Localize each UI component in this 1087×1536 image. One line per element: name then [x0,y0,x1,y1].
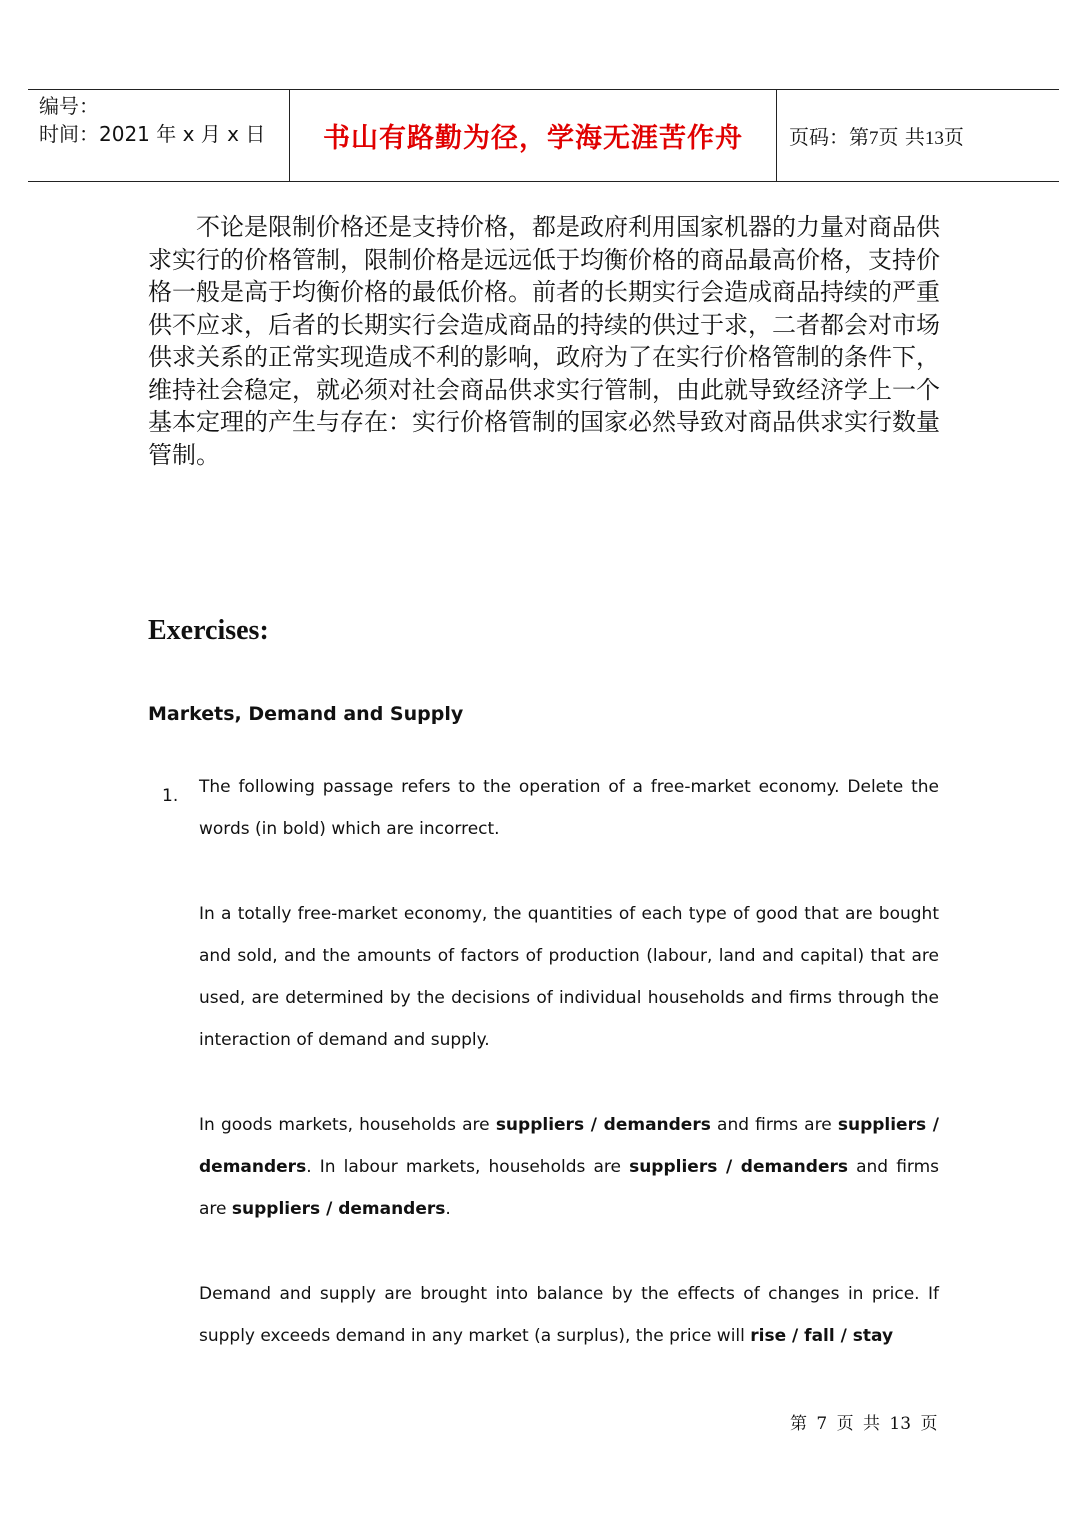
header-info-cell [28,90,290,181]
p2-option-1: suppliers / demanders [495,1115,711,1135]
question-number: 1. [162,786,179,806]
p3-option-1: rise / fall / stay [750,1326,894,1346]
chinese-paragraph: 不论是限制价格还是支持价格，都是政府利用国家机器的力量对商品供求实行的价格管制，限制价格是远远低于均衡价格的商品最高价格，支持价格一般是高于均衡价格的最低价格。前者的长期实行会造成商品持续的严重供不应求，后者的长期实行会造成商品的持续的供过于求，二者都会对市场供求关系的正常实现造成不利的影响，政府为了在实行价格管制的条件下，维持社会稳定，就必须对社会商品供求实行管制，由此就导致经济学上一个基本定理的产生与存在：实行价格管制的国家必然导致对商品供求实行数量管制。 [148,213,940,469]
passage-paragraph-2 [199,1104,939,1230]
exercises-heading: Exercises: [148,615,269,646]
passage-paragraph-3 [199,1273,939,1357]
p2-text-3: . In labour markets, households are [306,1157,630,1177]
passage-paragraph-1: In a totally free-market economy, the quantities of each type of good that are bought and sold, and the amounts of factors of production (labour, land and capital) that are used, are determined by the decisions of individual households and firms through the interaction of demand and supply. [199,904,939,1050]
page-footer: 第 7 页 共 13 页 [790,1414,938,1434]
time-label: 时间：2021 年 x 月 x 日 [39,122,266,146]
header-page-cell [777,90,1059,181]
page-total: 13 [924,128,944,149]
document-header [28,89,1059,182]
p3-text-1: Demand and supply are brought into balance by the effects of changes in price. If supply exceeds demand in any market (a surplus), the price will [199,1284,939,1346]
p2-text-2: and firms are [710,1115,838,1135]
p2-option-3: suppliers / demanders [629,1157,848,1177]
page-indicator [789,121,964,150]
page-suffix: 页 [943,125,964,149]
p2-option-2: suppliers / demanders [199,1115,939,1177]
section-heading: Markets, Demand and Supply [148,703,464,725]
p2-text-1: In goods markets, households are [199,1115,496,1135]
question-text: The following passage refers to the operation of a free-market economy. Delete the words (in bold) which are incorrect. [199,777,939,839]
number-label: 编号： [39,94,99,118]
page-prefix: 页码：第 [789,125,869,149]
motto: 书山有路勤为径，学海无涯苦作舟 [323,123,743,154]
p2-option-4: suppliers / demanders [231,1199,446,1219]
p2-text-5: . [445,1199,451,1219]
p2-text-4: and firms are [199,1157,940,1219]
page-mid: 页 共 [878,125,925,149]
header-motto-cell [290,90,777,181]
page-current: 7 [869,128,879,149]
